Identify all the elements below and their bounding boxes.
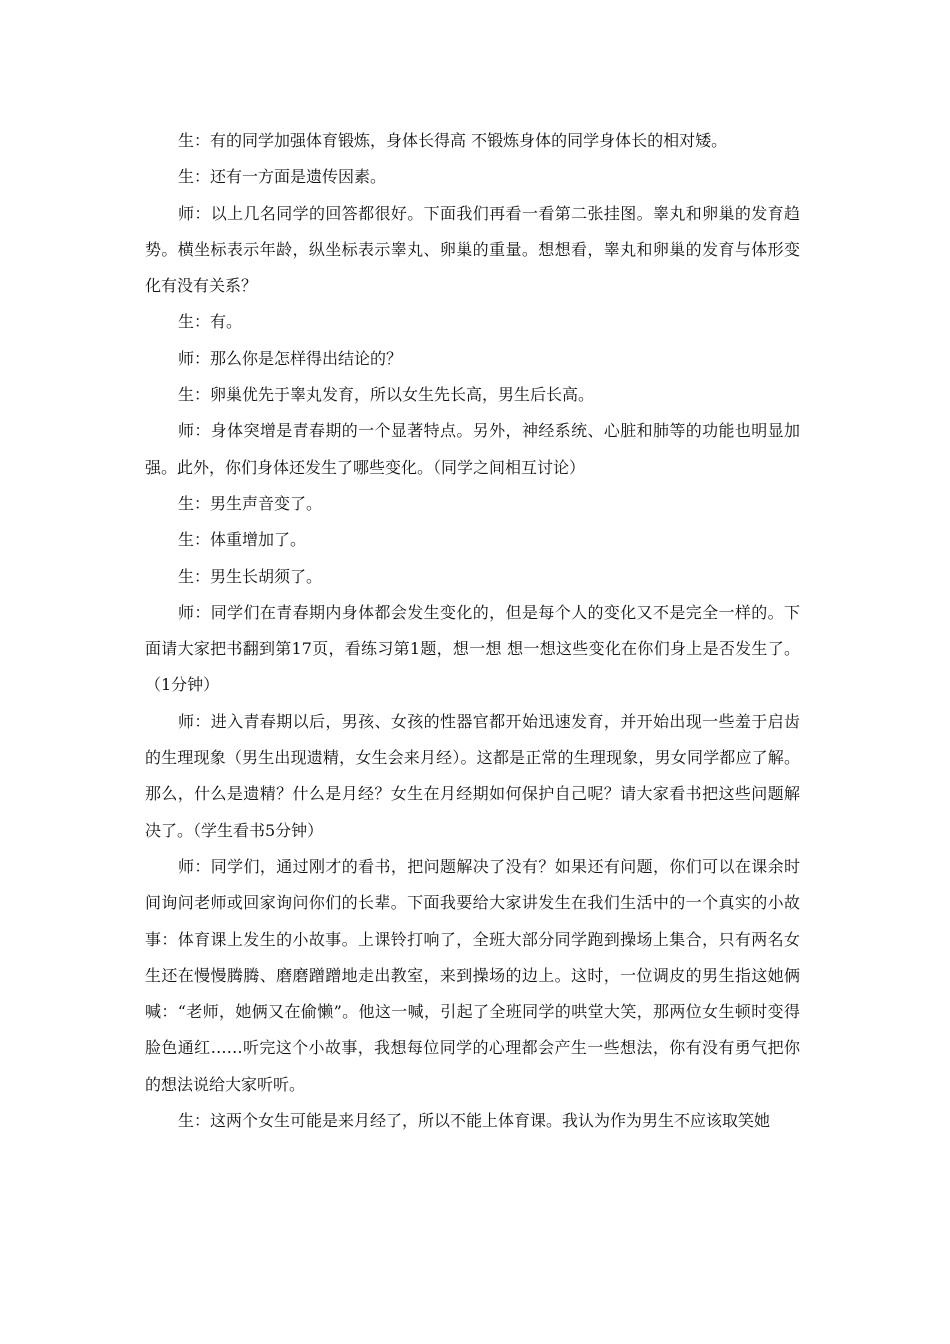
paragraph: 生：这两个女生可能是来月经了，所以不能上体育课。我认为作为男生不应该取笑她 — [178, 1111, 771, 1131]
paragraph: 生：男生声音变了。 — [178, 493, 323, 513]
paragraph: 师：那么你是怎样得出结论的？ — [178, 348, 403, 368]
paragraph: 生：有。 — [178, 312, 243, 332]
paragraph: 生：有的同学加强体育锻炼，身体长得高 不锻炼身体的同学身体长的相对矮。 — [178, 131, 728, 150]
paragraph: 生：体重增加了。 — [178, 530, 307, 550]
paragraph: 师：同学们，通过刚才的看书，把问题解决了没有？如果还有问题，你们可以在课余时间询问老师或回家询问你们的长辈。下面我要给大家讲发生在我们生活中的一个真实的小故事：体育课上发生的小故事。上课铃打响了，全班大部分同学跑到操场上集合，只有两名女生还在慢慢腾腾、磨磨蹭蹭地走出教室，来到操场的边上。这时，一位调皮的男生指这她俩喊：“老师，她俩又在偷懒”。他这一喊，引起了全班同学的哄堂大笑，那两位女生顿时变得脸色通红……听完这个小故事，我想每位同学的心理都会产生一些想法，你有没有勇气把你的想法说给大家听听。 — [145, 856, 800, 1094]
paragraph: 师：进入青春期以后，男孩、女孩的性器官都开始迅速发育，并开始出现一些羞于启齿的生理现象（男生出现遗精，女生会来月经）。这都是正常的生理现象，男女同学都应了解。那么，什么是遗精？什么是月经？女生在月经期如何保护自己呢？请大家看书把这些问题解决了。（学生看书5分钟） — [145, 711, 800, 840]
paragraph: 师：以上几名同学的回答都很好。下面我们再看一看第二张挂图。睾丸和卵巢的发育趋势。横坐标表示年龄，纵坐标表示睾丸、卵巢的重量。想想看，睾丸和卵巢的发育与体形变化有没有关系？ — [145, 203, 800, 296]
body-text — [145, 123, 800, 1139]
paragraph: 师：同学们在青春期内身体都会发生变化的，但是每个人的变化又不是完全一样的。下面请大家把书翻到第17页，看练习第1题，想一想 想一想这些变化在你们身上是否发生了。（1分钟） — [145, 602, 800, 695]
paragraph: 生：还有一方面是遗传因素。 — [178, 167, 387, 187]
paragraph: 师：身体突增是青春期的一个显著特点。另外，神经系统、心脏和肺等的功能也明显加强。此外，你们身体还发生了哪些变化。（同学之间相互讨论） — [145, 421, 800, 477]
paragraph: 生：卵巢优先于睾丸发育，所以女生先长高，男生后长高。 — [178, 385, 595, 405]
paragraph: 生：男生长胡须了。 — [178, 566, 323, 586]
